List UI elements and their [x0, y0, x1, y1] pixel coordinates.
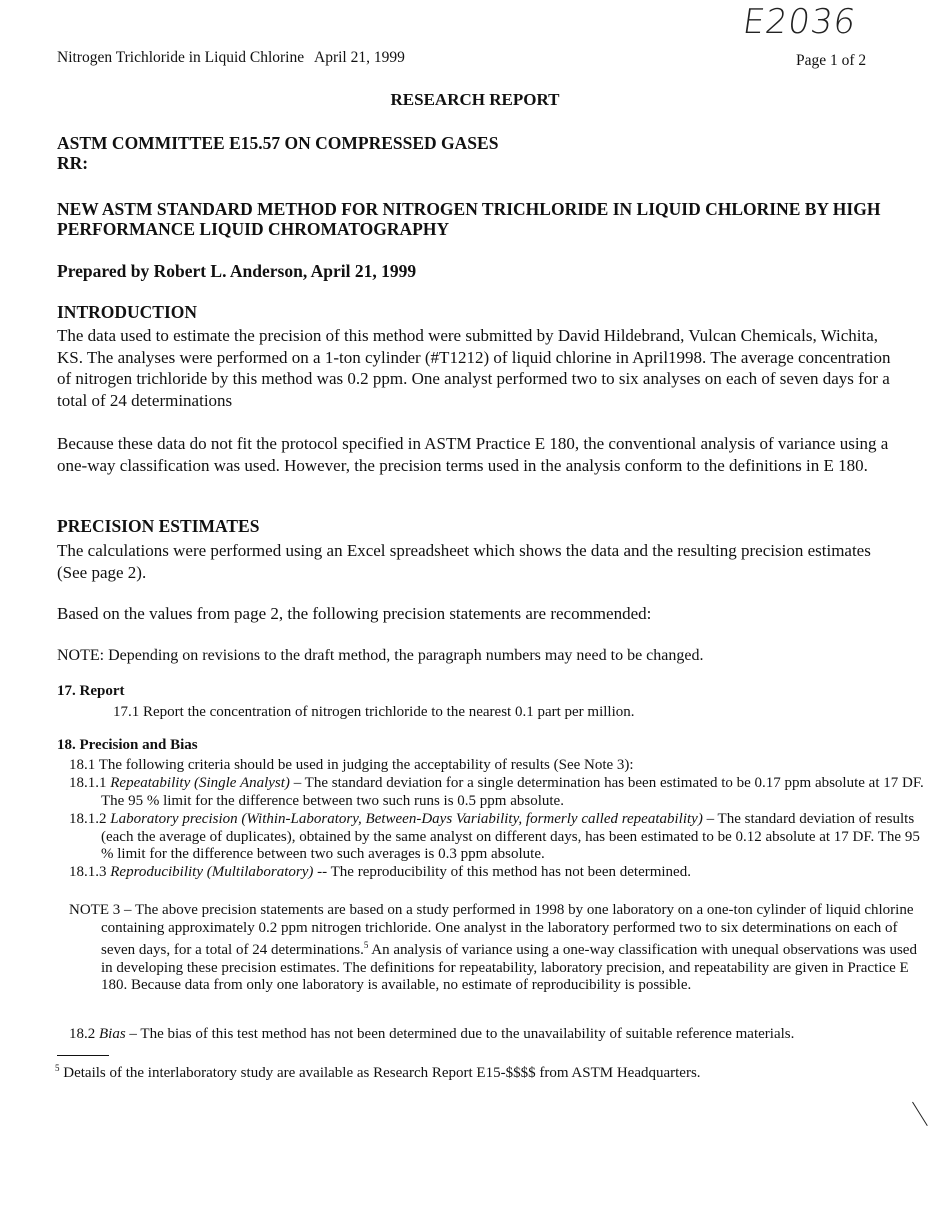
- committee-name: ASTM COMMITTEE E15.57 ON COMPRESSED GASES: [57, 133, 499, 153]
- section-18-1-1: [69, 775, 931, 810]
- report-label: RESEARCH REPORT: [390, 90, 560, 109]
- section-18-2-text: – The bias of this test method has not been determined due to the unavailability of suitable reference materials.: [125, 1026, 795, 1042]
- header-date: April 21, 1999: [314, 49, 405, 66]
- section-18-heading: 18. Precision and Bias: [57, 737, 198, 753]
- introduction-heading: INTRODUCTION: [57, 302, 198, 322]
- note-3-text-a: NOTE 3 – The above precision statements are based on a study performed in 1998 by one laboratory on a one-ton cylinder of liquid chlorine containing approximately 0.2 ppm nitrogen trichloride. One analyst in the laboratory performed two to six determinations on each of seven days, for a total of 24 determinations.: [69, 902, 914, 958]
- section-17-1: 17.1 Report the concentration of nitrogen trichloride to the nearest 0.1 part per million.: [113, 704, 635, 720]
- reproducibility-term: Reproducibility (Multilaboratory): [110, 864, 314, 880]
- section-17-heading: 17. Report: [57, 683, 125, 699]
- section-18-1-3-number: 18.1.3: [69, 864, 107, 880]
- section-18-1-1-text: – The standard deviation for a single determination has been estimated to be 0.17 ppm absolute at 17 DF. The 95 % limit for the difference between two such runs is 0.5 ppm absolute.: [101, 775, 924, 809]
- footnote-rule: [57, 1055, 109, 1056]
- note-3: [69, 902, 923, 995]
- footnote: [55, 1060, 915, 1083]
- note-3-text-b: An analysis of variance using a one-way classification with unequal observations was used in developing these precision estimates. The definitions for repeatability, laboratory precision, and repeatability are given in Practice E 180. Because data from only one laboratory is available, no estimate of reproducibility is possible.: [101, 942, 917, 993]
- section-18-1-2: [69, 811, 931, 864]
- handwritten-doc-id: E2036: [740, 2, 859, 42]
- section-18-1-1-number: 18.1.1: [69, 775, 107, 791]
- section-18-1-3: [69, 864, 899, 882]
- doc-title: Nitrogen Trichloride in Liquid Chlorine: [57, 49, 305, 66]
- section-18-1-3-text: -- The reproducibility of this method has not been determined.: [313, 864, 691, 880]
- prepared-by: Prepared by Robert L. Anderson, April 21, 1999: [57, 261, 417, 281]
- committee-block: [57, 133, 498, 173]
- section-18-2-number: 18.2: [69, 1026, 96, 1042]
- section-18-1-2-number: 18.1.2: [69, 811, 107, 827]
- document-title: NEW ASTM STANDARD METHOD FOR NITROGEN TRICHLORIDE IN LIQUID CHLORINE BY HIGH PERFORMANCE LIQUID CHROMATOGRAPHY: [57, 199, 881, 239]
- bias-term: Bias: [99, 1026, 126, 1042]
- section-18-1-2-text: – The standard deviation of results (each the average of duplicates), obtained by the same analyst on different days, has been estimated to be 0.12 absolute at 17 DF. The 95 % limit for the difference between two such averages is 0.3 ppm absolute.: [101, 811, 920, 862]
- paragraph-number-note: NOTE: Depending on revisions to the draft method, the paragraph numbers may need to be changed.: [57, 647, 704, 664]
- introduction-para-2: Because these data do not fit the protocol specified in ASTM Practice E 180, the conventional analysis of variance using a one-way classification was used. However, the precision terms used in the analysis conform to the definitions in E 180.: [57, 434, 889, 475]
- repeatability-term: Repeatability (Single Analyst): [110, 775, 290, 791]
- introduction-para-1: The data used to estimate the precision of this method were submitted by David Hildebrand, Vulcan Chemicals, Wichita, KS. The analyses were performed on a 1-ton cylinder (#T1212) of liquid chlorine in April1998. The average concentration of nitrogen trichloride by this method was 0.2 ppm. One analyst performed two to six analyses on each of seven days for a total of 24 determinations: [57, 326, 891, 410]
- footnote-ref: 5: [363, 940, 369, 950]
- precision-para-1: The calculations were performed using an Excel spreadsheet which shows the data and the resulting precision estimates (See page 2).: [57, 541, 871, 582]
- page-number: Page 1 of 2: [796, 52, 867, 69]
- running-header: [57, 49, 405, 67]
- footnote-mark: 5: [55, 1063, 60, 1073]
- section-18-1: 18.1 The following criteria should be used in judging the acceptability of results (See Note 3):: [69, 757, 634, 773]
- footnote-text: Details of the interlaboratory study are available as Research Report E15-$$$$ from ASTM Headquarters.: [59, 1065, 701, 1081]
- rr-label: RR:: [57, 153, 89, 173]
- precision-para-2: Based on the values from page 2, the following precision statements are recommended:: [57, 604, 652, 623]
- pen-mark: [912, 1102, 928, 1126]
- laboratory-precision-term: Laboratory precision (Within-Laboratory, Between-Days Variability, formerly called repeatability): [110, 811, 703, 827]
- precision-heading: PRECISION ESTIMATES: [57, 516, 260, 536]
- section-18-2: [69, 1026, 899, 1044]
